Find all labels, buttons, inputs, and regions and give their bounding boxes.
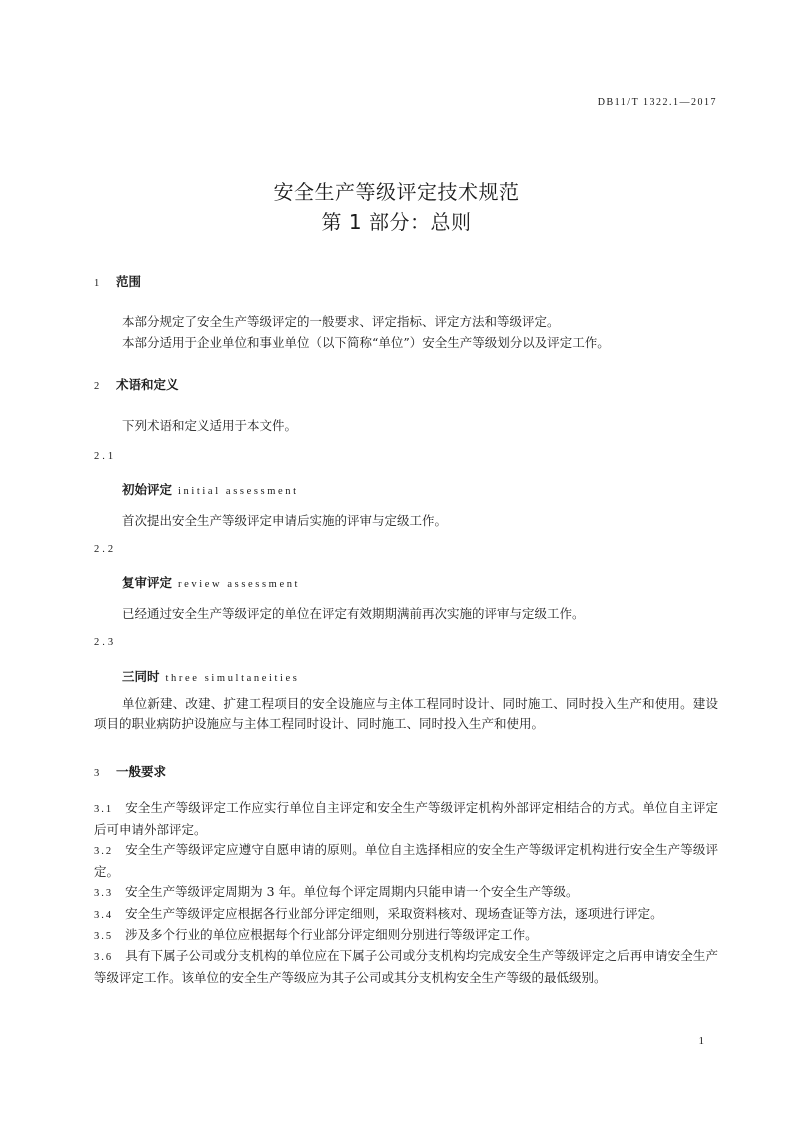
section-heading-terms	[94, 375, 179, 393]
term-zh: 三同时	[122, 669, 160, 684]
clause-text: 安全生产等级评定应遵守自愿申请的原则。单位自主选择相应的安全生产等级评定机构进行安全生产等级评定。	[94, 842, 718, 879]
term-definition: 已经通过安全生产等级评定的单位在评定有效期期满前再次实施的评审与定级工作。	[122, 606, 585, 621]
clause-number: 3.6	[94, 952, 114, 963]
clause	[94, 798, 718, 840]
term-heading	[122, 573, 300, 591]
term-number: 2.2	[94, 544, 117, 555]
section-heading-scope	[94, 272, 141, 290]
paragraph: 下列术语和定义适用于本文件。	[122, 418, 298, 433]
clause-text: 具有下属子公司或分支机构的单位应在下属子公司或分支机构均完成安全生产等级评定之后再申请安全生产等级评定工作。该单位的安全生产等级应为其子公司或其分支机构安全生产等级的最低级别。	[94, 948, 718, 985]
clause-number: 3.1	[94, 804, 114, 815]
term-heading	[122, 480, 299, 498]
term-en: three simultaneities	[165, 673, 300, 684]
standard-code: DB11/T 1322.1—2017	[597, 97, 717, 108]
section-title: 一般要求	[116, 764, 167, 779]
term-zh: 初始评定	[122, 482, 173, 497]
clause-number: 3.3	[94, 888, 114, 899]
clause	[94, 840, 718, 882]
term-en: review assessment	[178, 579, 301, 590]
paragraph: 本部分规定了安全生产等级评定的一般要求、评定指标、评定方法和等级评定。	[122, 314, 560, 329]
section-heading-general	[94, 762, 166, 780]
term-definition: 首次提出安全生产等级评定申请后实施的评审与定级工作。	[122, 513, 448, 528]
clause-number: 3.2	[94, 846, 114, 857]
clause-number: 3.4	[94, 910, 114, 921]
term-en: initial assessment	[178, 486, 299, 497]
clause	[94, 882, 718, 904]
clause-text: 安全生产等级评定周期为 3 年。单位每个评定周期内只能申请一个安全生产等级。	[125, 884, 579, 899]
clause-text: 涉及多个行业的单位应根据每个行业部分评定细则分别进行等级评定工作。	[125, 927, 538, 942]
section-title: 术语和定义	[116, 377, 179, 392]
clause-text: 安全生产等级评定工作应实行单位自主评定和安全生产等级评定机构外部评定相结合的方式。单位自主评定后可申请外部评定。	[94, 800, 718, 837]
document-title: 安全生产等级评定技术规范	[273, 180, 520, 204]
term-number: 2.1	[94, 451, 117, 462]
document-subtitle: 第 1 部分：总则	[321, 210, 472, 234]
term-definition: 单位新建、改建、扩建工程项目的安全设施应与主体工程同时设计、同时施工、同时投入生产和使用。建设项目的职业病防护设施应与主体工程同时设计、同时施工、同时投入生产和使用。	[94, 696, 718, 731]
section-number: 3	[94, 768, 100, 779]
clause	[94, 904, 718, 926]
page-number: 1	[698, 1035, 704, 1047]
clause-text: 安全生产等级评定应根据各行业部分评定细则，采取资料核对、现场查证等方法，逐项进行评定。	[125, 906, 663, 921]
clause	[94, 925, 718, 947]
section-number: 2	[94, 381, 100, 392]
section-number: 1	[94, 278, 100, 289]
paragraph: 本部分适用于企业单位和事业单位（以下简称“单位”）安全生产等级划分以及评定工作。	[122, 335, 610, 350]
term-number: 2.3	[94, 637, 117, 648]
clause	[94, 946, 718, 988]
term-heading	[122, 667, 299, 685]
section-title: 范围	[116, 274, 142, 289]
clause-number: 3.5	[94, 931, 114, 942]
term-zh: 复审评定	[122, 575, 173, 590]
